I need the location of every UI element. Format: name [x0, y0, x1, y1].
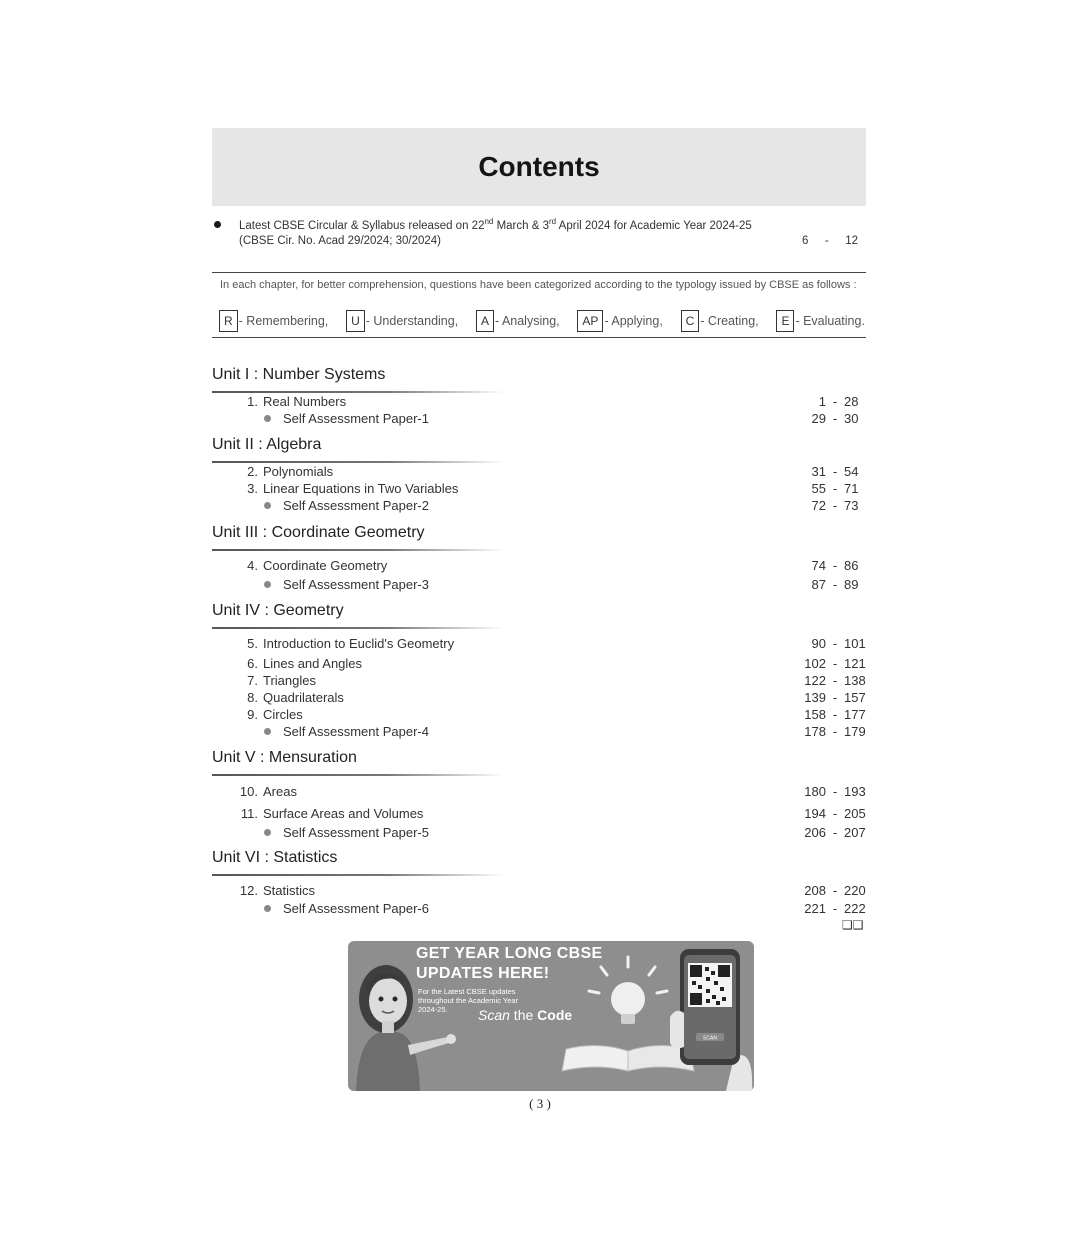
page-start: 55	[811, 481, 826, 496]
page-end: 177	[844, 707, 866, 722]
page-range	[796, 394, 870, 409]
typology-code: AP	[577, 310, 603, 332]
self-assessment-entry[interactable]	[264, 577, 429, 592]
page-range	[796, 411, 870, 426]
chapter-number: 4.	[247, 558, 258, 573]
chapter-entry[interactable]	[236, 481, 458, 496]
chapter-entry[interactable]	[236, 784, 297, 799]
typology-code: R	[219, 310, 238, 332]
unit-divider	[212, 549, 504, 551]
chapter-entry[interactable]	[236, 806, 423, 821]
chapter-number: 1.	[247, 394, 258, 409]
typology-legend	[219, 310, 865, 332]
unit-divider	[212, 774, 504, 776]
chapter-number: 9.	[247, 707, 258, 722]
self-assessment-title: Self Assessment Paper-6	[283, 901, 429, 916]
bullet-icon	[264, 502, 271, 509]
page-end: 101	[844, 636, 866, 651]
page-end: 28	[844, 394, 859, 409]
page-end: 89	[844, 577, 859, 592]
circular-line-2: (CBSE Cir. No. Acad 29/2024; 30/2024)	[239, 235, 442, 247]
self-assessment-entry[interactable]	[264, 498, 429, 513]
self-assessment-entry[interactable]	[264, 901, 429, 916]
lightbulb-icon	[583, 951, 673, 1041]
unit-heading: Unit VI : Statistics	[212, 849, 338, 866]
chapter-title: Areas	[263, 784, 297, 799]
page-separator: -	[832, 673, 838, 688]
banner-text-2: throughout the Academic Year	[418, 996, 519, 1005]
chapter-entry[interactable]	[236, 656, 362, 671]
typology-code: A	[476, 310, 494, 332]
chapter-title: Surface Areas and Volumes	[263, 806, 424, 821]
page-start: 90	[811, 636, 826, 651]
typology-label: - Creating,	[700, 314, 759, 328]
page-separator: -	[832, 394, 838, 409]
chapter-title: Quadrilaterals	[263, 690, 344, 705]
self-assessment-entry[interactable]	[264, 724, 429, 739]
page-separator: -	[832, 411, 838, 426]
circular-pages: 6 - 12	[802, 235, 858, 247]
phone-qr-code-icon	[670, 947, 754, 1091]
typology-label: - Remembering,	[238, 314, 329, 328]
chapter-number: 6.	[247, 656, 258, 671]
page-separator: -	[832, 464, 838, 479]
self-assessment-title: Self Assessment Paper-3	[283, 577, 429, 592]
page-title: Contents	[478, 151, 600, 182]
page-end: 30	[844, 411, 859, 426]
chapter-number: 2.	[247, 464, 258, 479]
unit-heading: Unit IV : Geometry	[212, 602, 344, 619]
page-range	[796, 707, 870, 722]
chapter-title: Introduction to Euclid's Geometry	[263, 636, 455, 651]
chapter-title: Polynomials	[263, 464, 334, 479]
bullet-icon	[264, 728, 271, 735]
page-range	[796, 558, 870, 573]
page-start: 102	[804, 656, 826, 671]
page-end: 86	[844, 558, 859, 573]
page-range	[796, 656, 870, 671]
banner-text-1: For the Latest CBSE updates	[418, 987, 516, 996]
page-range	[796, 577, 870, 592]
chapter-title: Statistics	[263, 883, 316, 898]
self-assessment-title: Self Assessment Paper-4	[283, 724, 429, 739]
typology-label: - Understanding,	[365, 314, 459, 328]
unit-heading: Unit I : Number Systems	[212, 366, 386, 383]
chapter-entry[interactable]	[236, 707, 303, 722]
page-end: 220	[844, 883, 866, 898]
page-end: 138	[844, 673, 866, 688]
chapter-number: 7.	[247, 673, 258, 688]
page-range	[796, 883, 870, 898]
chapter-number: 8.	[247, 690, 258, 705]
chapter-title: Circles	[263, 707, 303, 722]
page-separator: -	[832, 883, 838, 898]
page-end: 157	[844, 690, 866, 705]
page-end: 73	[844, 498, 859, 513]
page-start: 122	[804, 673, 826, 688]
chapter-entry[interactable]	[236, 883, 315, 898]
page-range	[796, 673, 870, 688]
page-separator: -	[832, 806, 838, 821]
page-separator: -	[832, 636, 838, 651]
page-separator: -	[832, 724, 838, 739]
typology-item	[219, 310, 328, 332]
scan-the-code-text: Scan the Code	[478, 1007, 573, 1023]
chapter-entry[interactable]	[236, 464, 333, 479]
page-range	[796, 498, 870, 513]
bullet-icon	[264, 415, 271, 422]
page-separator: -	[832, 498, 838, 513]
self-assessment-title: Self Assessment Paper-2	[283, 498, 429, 513]
typology-code: E	[776, 310, 794, 332]
page-start: 87	[811, 577, 826, 592]
page-start: 158	[804, 707, 826, 722]
page-separator: -	[832, 707, 838, 722]
typology-item	[476, 310, 560, 332]
typology-label: - Evaluating.	[795, 314, 865, 328]
typology-item	[577, 310, 662, 332]
unit-divider	[212, 874, 504, 876]
page-range	[796, 464, 870, 479]
bullet-icon	[264, 581, 271, 588]
page-range	[796, 806, 870, 821]
page-start: 180	[804, 784, 826, 799]
chapter-title: Real Numbers	[263, 394, 347, 409]
girl-illustration-icon	[348, 941, 488, 1091]
page-start: 194	[804, 806, 826, 821]
unit-divider	[212, 391, 504, 393]
banner-text-3: 2024-25.	[418, 1005, 448, 1014]
page-separator: -	[832, 690, 838, 705]
end-mark: ❑❑	[842, 918, 864, 932]
contents-header	[212, 128, 866, 206]
unit-divider	[212, 461, 504, 463]
page-start: 221	[804, 901, 826, 916]
page-end: 193	[844, 784, 866, 799]
page-number: ( 3 )	[529, 1096, 551, 1111]
bullet-icon	[264, 829, 271, 836]
page-end: 205	[844, 806, 866, 821]
page-range	[796, 825, 870, 840]
self-assessment-title: Self Assessment Paper-5	[283, 825, 429, 840]
page-separator: -	[832, 481, 838, 496]
chapter-number: 3.	[247, 481, 258, 496]
page-range	[796, 724, 870, 739]
typology-label: - Applying,	[604, 314, 663, 328]
chapter-entry[interactable]	[236, 558, 387, 573]
page-range	[796, 901, 870, 916]
chapter-entry[interactable]	[236, 690, 344, 705]
page-end: 179	[844, 724, 866, 739]
chapter-number: 12.	[239, 883, 258, 898]
chapter-title: Triangles	[263, 673, 316, 688]
page-range	[796, 636, 870, 651]
chapter-title: Coordinate Geometry	[263, 558, 388, 573]
page-separator: -	[832, 577, 838, 592]
typology-item	[346, 310, 458, 332]
phone-scan-label: SCAN	[703, 1035, 717, 1042]
page-range	[796, 481, 870, 496]
typology-item	[776, 310, 865, 332]
unit-heading: Unit V : Mensuration	[212, 749, 357, 766]
chapter-number: 10.	[239, 784, 258, 799]
chapter-title: Lines and Angles	[263, 656, 363, 671]
page-separator: -	[832, 558, 838, 573]
banner-headline-2: UPDATES HERE!	[416, 965, 550, 982]
banner-headline-1: GET YEAR LONG CBSE	[416, 945, 603, 962]
unit-heading: Unit II : Algebra	[212, 436, 322, 453]
unit-heading: Unit III : Coordinate Geometry	[212, 524, 425, 541]
self-assessment-entry[interactable]	[264, 825, 429, 840]
page-start: 206	[804, 825, 826, 840]
page-start: 208	[804, 883, 826, 898]
page-end: 71	[844, 481, 859, 496]
page-start: 31	[811, 464, 826, 479]
circular-line-1[interactable]: Latest CBSE Circular & Syllabus released on 22nd March & 3rd April 2024 for Academic Year 2024-25	[239, 217, 752, 232]
page-separator: -	[832, 784, 838, 799]
typology-intro: In each chapter, for better comprehension, questions have been categorized according to the typology issued by CBSE as follows :	[220, 279, 857, 291]
typology-code: U	[346, 310, 365, 332]
page-end: 222	[844, 901, 866, 916]
page-range	[796, 784, 870, 799]
bullet-icon	[264, 905, 271, 912]
page-start: 72	[811, 498, 826, 513]
page-range	[796, 690, 870, 705]
self-assessment-title: Self Assessment Paper-1	[283, 411, 429, 426]
typology-label: - Analysing,	[495, 314, 560, 328]
bullet-icon	[214, 221, 221, 228]
cbse-updates-banner[interactable]	[348, 941, 754, 1091]
typology-item	[681, 310, 759, 332]
chapter-title: Linear Equations in Two Variables	[263, 481, 459, 496]
chapter-number: 5.	[247, 636, 258, 651]
page-start: 139	[804, 690, 826, 705]
unit-divider	[212, 627, 504, 629]
chapter-number: 11.	[240, 806, 258, 821]
typology-box	[212, 272, 866, 338]
chapter-entry[interactable]	[236, 394, 346, 409]
page-separator: -	[832, 825, 838, 840]
self-assessment-entry[interactable]	[264, 411, 429, 426]
chapter-entry[interactable]	[236, 673, 316, 688]
page-separator: -	[832, 656, 838, 671]
page-separator: -	[832, 901, 838, 916]
chapter-entry[interactable]	[236, 636, 454, 651]
page-start: 74	[811, 558, 826, 573]
page-start: 29	[811, 411, 826, 426]
page-end: 54	[844, 464, 859, 479]
typology-code: C	[681, 310, 700, 332]
page-end: 207	[844, 825, 866, 840]
page-start: 178	[804, 724, 826, 739]
page-start: 1	[818, 394, 826, 409]
page-end: 121	[844, 656, 866, 671]
